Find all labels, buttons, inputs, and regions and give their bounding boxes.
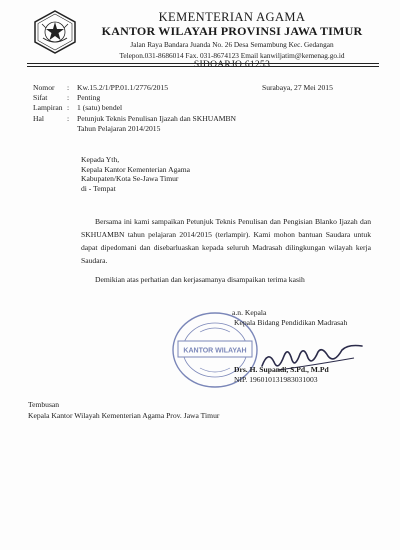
hal-value-line2: Tahun Pelajaran 2014/2015 bbox=[77, 123, 161, 133]
stamp-label: KANTOR WILAYAH bbox=[183, 347, 247, 355]
letter-body bbox=[81, 215, 371, 286]
signature-an: a.n. Kepala bbox=[232, 308, 267, 317]
meta-colon: : bbox=[67, 83, 70, 92]
lampiran-label: Lampiran bbox=[33, 103, 63, 113]
addressee-title: Kepala Kantor Kementerian Agama bbox=[81, 164, 191, 174]
letter-date: Surabaya, 27 Mei 2015 bbox=[262, 83, 333, 92]
meta-row-hal bbox=[33, 114, 236, 124]
signatory bbox=[234, 365, 329, 385]
meta-spacer bbox=[67, 124, 77, 134]
letter-meta bbox=[33, 83, 236, 134]
nomor-label: Nomor bbox=[33, 83, 55, 92]
office-address: Jalan Raya Bandara Juanda No. 26 Desa Semambung Kec. Gedangan bbox=[130, 40, 334, 49]
addressee-region: Kabupaten/Kota Se-Jawa Timur bbox=[81, 174, 179, 184]
ministry-logo bbox=[33, 10, 77, 54]
signatory-name: Drs. H. Supandi, S.Pd., M.Pd bbox=[234, 365, 329, 374]
sifat-value: Penting bbox=[77, 93, 101, 103]
signature-block bbox=[220, 308, 347, 328]
meta-spacer bbox=[33, 124, 67, 134]
meta-colon: : bbox=[67, 103, 70, 113]
ministry-title: KEMENTERIAN AGAMA bbox=[158, 10, 306, 24]
cc-recipient: Kepala Kantor Wilayah Kementerian Agama Prov. Jawa Timur bbox=[28, 410, 220, 420]
body-paragraph-1: Bersama ini kami sampaikan Petunjuk Teknis Penulisan dan Pengisian Blanko Ijazah dan SKHUAMBN tahun pelajaran 2014/2015 (terlampir). Kami mohon bantuan Saudara untuk dapat dipedomani dan disebarluaskan kepada seluruh Madrasah dilingkungan wilayah kerja Saudara. bbox=[81, 217, 371, 265]
meta-row-lampiran bbox=[33, 103, 236, 113]
meta-row-sifat bbox=[33, 93, 236, 103]
addressee-salutation: Kepada Yth, bbox=[81, 155, 120, 164]
office-contact: Telepon.031-8686014 Fax. 031-8674123 Email kanwiljatim@kemenag.go.id bbox=[119, 51, 345, 60]
meta-row-nomor bbox=[33, 83, 236, 93]
body-paragraph-2: Demikian atas perhatian dan kerjasamanya disampaikan terima kasih bbox=[95, 275, 305, 284]
letterhead-rule-thin bbox=[27, 66, 379, 67]
nomor-value: Kw.15.2/1/PP.01.1/2776/2015 bbox=[77, 83, 169, 92]
meta-row-hal-cont bbox=[33, 124, 236, 134]
letterhead-rule-thick bbox=[27, 63, 379, 64]
sifat-label: Sifat bbox=[33, 93, 48, 103]
hal-value-line1: Petunjuk Teknis Penulisan Ijazah dan SKHUAMBN bbox=[77, 113, 236, 123]
office-city: SIDOARJO 61253 bbox=[193, 60, 271, 70]
letterhead bbox=[82, 10, 382, 71]
lampiran-value: 1 (satu) bendel bbox=[77, 103, 123, 113]
meta-colon: : bbox=[67, 113, 70, 123]
meta-colon: : bbox=[67, 93, 70, 103]
carbon-copy bbox=[28, 400, 219, 421]
addressee bbox=[81, 155, 190, 193]
signature-position: Kepala Bidang Pendidikan Madrasah bbox=[234, 318, 348, 327]
office-title: KANTOR WILAYAH PROVINSI JAWA TIMUR bbox=[101, 24, 363, 38]
signatory-nip: NIP. 196010131983031003 bbox=[234, 375, 318, 384]
hal-label: Hal bbox=[33, 113, 44, 123]
cc-label: Tembusan bbox=[28, 400, 60, 409]
addressee-place: di - Tempat bbox=[81, 183, 116, 193]
